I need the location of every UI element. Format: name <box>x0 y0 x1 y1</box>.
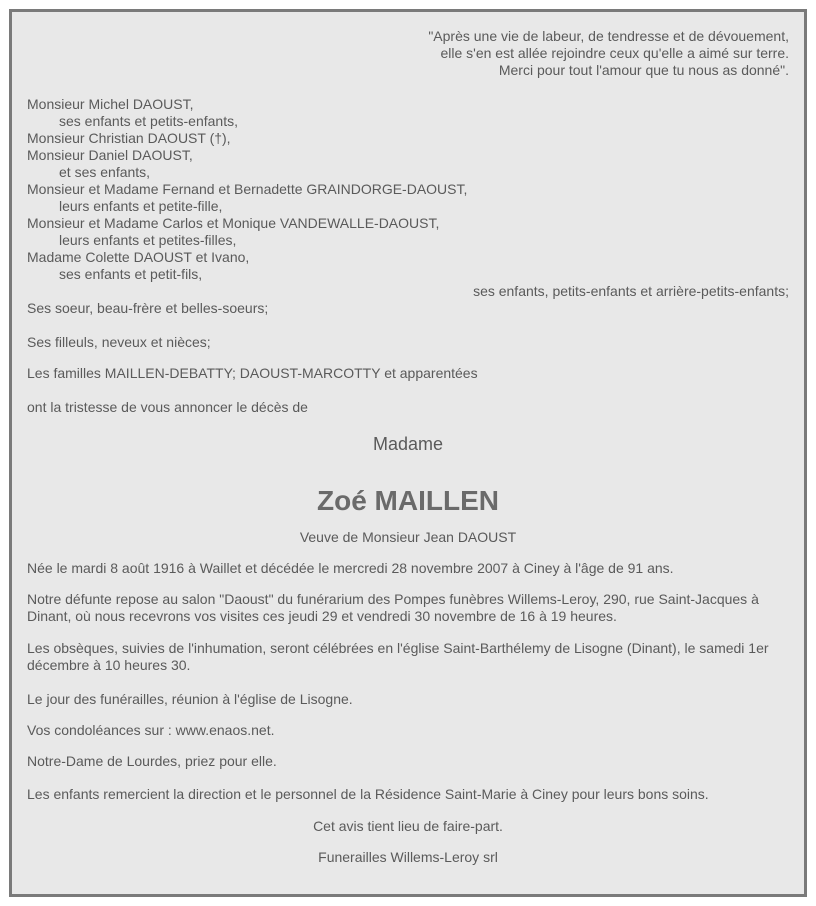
family-line: ses enfants et petit-fils, <box>59 266 203 282</box>
godchildren-line: Ses filleuls, neveux et nièces; <box>27 334 211 350</box>
thanks-line: Les enfants remercient la direction et le personnel de la Résidence Saint-Marie à Ciney pour leurs bons soins. <box>27 786 709 802</box>
quote-line: "Après une vie de labeur, de tendresse et de dévouement, <box>428 28 789 44</box>
quote-line: elle s'en est allée rejoindre ceux qu'elle a aimé sur terre. <box>440 45 789 61</box>
descendants-line: ses enfants, petits-enfants et arrière-petits-enfants; <box>473 283 789 299</box>
families-line: Les familles MAILLEN-DEBATTY; DAOUST-MARCOTTY et apparentées <box>27 365 478 381</box>
visitation-paragraph: Notre défunte repose au salon "Daoust" du funérarium des Pompes funèbres Willems-Leroy, 290, rue Saint-Jacques à Dinant, où nous recevrons vos visites ces jeudi 29 et vendredi 30 novembre de 16 à 19 heures. <box>27 591 759 624</box>
obituary-card <box>9 9 807 897</box>
funeral-paragraph: Les obsèques, suivies de l'inhumation, seront célébrées en l'église Saint-Barthélemy de Lisogne (Dinant), le samedi 1er décembre à 10 heures 30. <box>27 640 769 673</box>
family-line: et ses enfants, <box>59 164 151 180</box>
deceased-name: Zoé MAILLEN <box>317 485 499 516</box>
family-line: Monsieur Daniel DAOUST, <box>27 147 193 163</box>
birth-death-line: Née le mardi 8 août 1916 à Waillet et décédée le mercredi 28 novembre 2007 à Ciney à l'âge de 91 ans. <box>27 560 674 576</box>
family-line: Monsieur et Madame Carlos et Monique VANDEWALLE-DAOUST, <box>27 215 440 231</box>
family-line: ses enfants et petits-enfants, <box>59 113 238 129</box>
notice-line: Cet avis tient lieu de faire-part. <box>313 818 503 834</box>
epitaph-quote <box>27 28 789 79</box>
prayer-line: Notre-Dame de Lourdes, priez pour elle. <box>27 753 277 769</box>
quote-line: Merci pour tout l'amour que tu nous as donné". <box>498 62 789 78</box>
meeting-line: Le jour des funérailles, réunion à l'église de Lisogne. <box>27 691 353 707</box>
obituary-content <box>27 28 789 894</box>
family-line: leurs enfants et petite-fille, <box>59 198 223 214</box>
widow-line: Veuve de Monsieur Jean DAOUST <box>299 529 517 545</box>
family-line: Monsieur Michel DAOUST, <box>27 96 194 112</box>
family-line: Madame Colette DAOUST et Ivano, <box>27 249 250 265</box>
family-line: Monsieur Christian DAOUST (†), <box>27 130 231 146</box>
siblings-line: Ses soeur, beau-frère et belles-soeurs; <box>27 300 269 316</box>
family-line: Monsieur et Madame Fernand et Bernadette GRAINDORGE-DAOUST, <box>27 181 468 197</box>
undertaker-line: Funerailles Willems-Leroy srl <box>318 849 498 865</box>
deceased-title: Madame <box>372 434 444 454</box>
family-list <box>27 96 789 317</box>
family-line: leurs enfants et petites-filles, <box>59 232 237 248</box>
announcement-line: ont la tristesse de vous annoncer le décès de <box>27 399 308 415</box>
condolences-line: Vos condoléances sur : www.enaos.net. <box>27 722 275 738</box>
